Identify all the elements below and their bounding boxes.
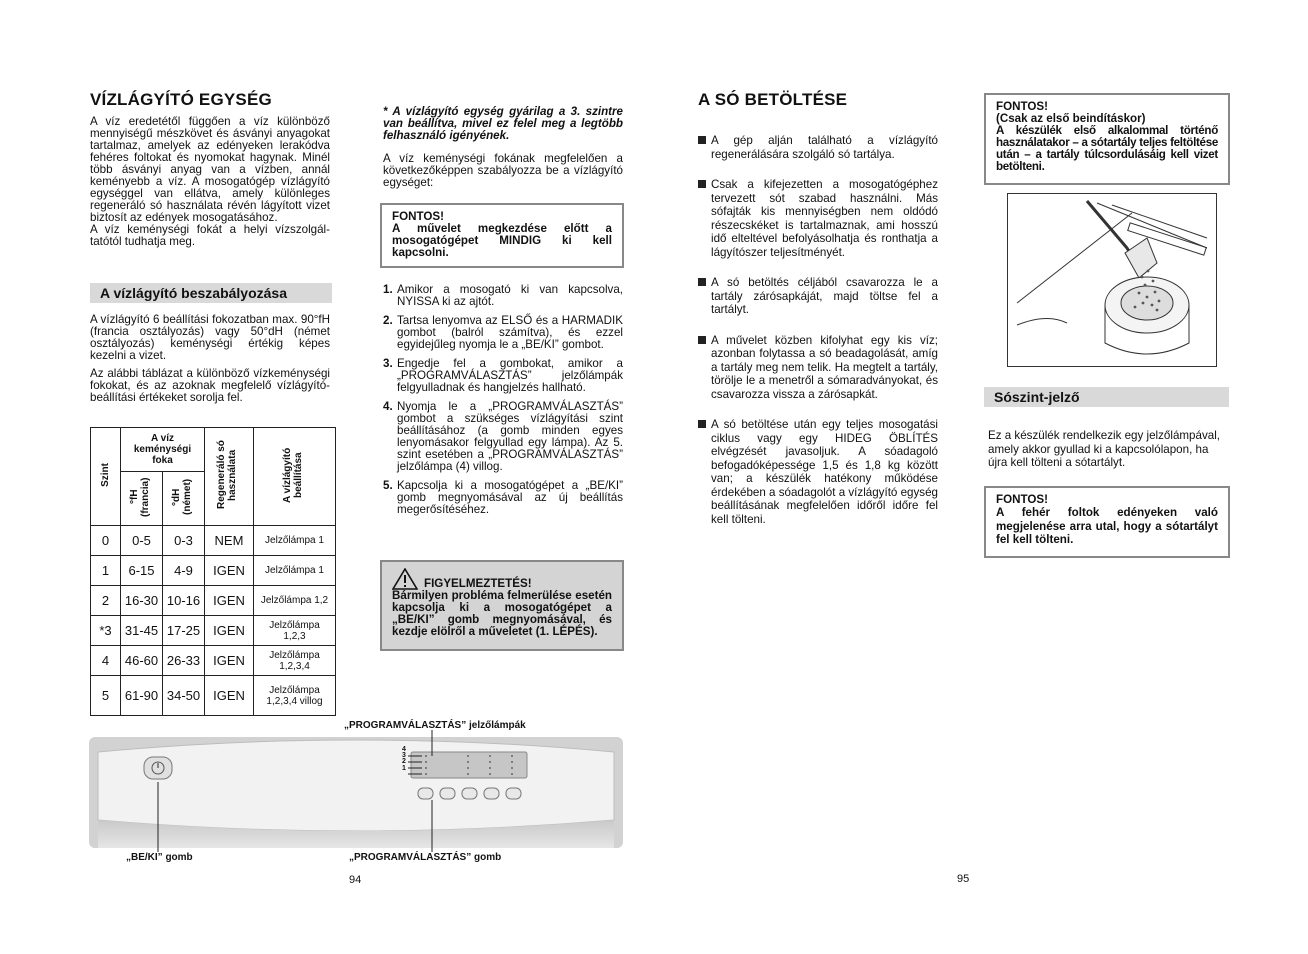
table-intro-paragraph: Az alábbi táblázat a különböző vízkeménységi fokokat, és az azoknak megfelelő vízlágyító-beállítási értékeket sorolja fel. xyxy=(90,367,330,404)
white-spots-important-box xyxy=(984,486,1230,558)
cell-salt: NEM xyxy=(205,526,254,556)
table-row xyxy=(91,676,336,716)
warning-triangle-icon xyxy=(392,568,418,590)
list-item: 4. Nyomja le a „PROGRAMVÁLASZTÁS” gombot a szükséges vízlágyítási szint beállításához (a gomb minden egyes lenyomásakor felgyullad egy lámpa). Az 5. szint esetében a „PROGRAMVÁLASZTÁS” jelzőlámpa (4) villog. xyxy=(383,400,623,473)
cell-level: 5 xyxy=(91,676,121,716)
salt-indicator-text: Ez a készülék rendelkezik egy jelzőlámpával, amely akkor gyullad ki a kapcsolólapon, ha újra kell tölteni a sótartályt. xyxy=(988,429,1220,469)
label-program-lamps: „PROGRAMVÁLASZTÁS” jelzőlámpák xyxy=(344,720,526,731)
settings-paragraph: A vízlágyító 6 beállítási fokozatban max. 90°fH (francia osztályozás) vagy 50°dH (német osztályozás) keménységi értékig képes kezelni a vizet. xyxy=(90,313,330,362)
softener-setting-text xyxy=(90,314,330,404)
cell-level: 1 xyxy=(91,556,121,586)
cell-setting: Jelzőlámpa 1,2 xyxy=(254,586,336,616)
salt-filling-illustration xyxy=(1007,193,1217,367)
cell-level: 4 xyxy=(91,646,121,676)
important-title: FONTOS! xyxy=(996,100,1048,113)
cell-setting: Jelzőlámpa 1,2,3 xyxy=(254,616,336,646)
control-panel-illustration xyxy=(88,730,624,858)
cell-setting: Jelzőlámpa 1,2,3,4 xyxy=(254,646,336,676)
table-row xyxy=(91,646,336,676)
cell-fh: 0-5 xyxy=(121,526,163,556)
adjust-intro-text: A víz keménységi fokának megfelelően a következőképpen szabályozza be a vízlágyító egységet: xyxy=(383,152,623,189)
important-text: A művelet megkezdése előtt a mosogatógépet MINDIG ki kell kapcsolni. xyxy=(392,222,612,259)
section-heading-salt-indicator: Sószint-jelző xyxy=(984,387,1229,407)
cell-level: *3 xyxy=(91,616,121,646)
list-item: 2. Tartsa lenyomva az ELSŐ és a HARMADIK gombot (balról számítva), és ezzel egyidejűleg nyomja le a „BE/KI” gombot. xyxy=(383,314,623,351)
warning-text: Bármilyen probléma felmerülése esetén kapcsolja ki a mosogatógépet a „BE/KI” gomb megnyomásával, és kezdje elölről a műveletet (1. LÉPÉS). xyxy=(392,589,612,638)
factory-setting-note: * A vízlágyító egység gyárilag a 3. szintre van beállítva, mivel ez felel meg a legtöbb felhasználó igényének. xyxy=(383,105,623,142)
page-number-left: 94 xyxy=(349,874,362,886)
salt-instructions-list xyxy=(698,134,938,526)
page-title-water-softener: VÍZLÁGYÍTÓ EGYSÉG xyxy=(90,90,272,109)
col-header-setting: A vízlágyító beállítása xyxy=(254,428,336,526)
list-item: 5. Kapcsolja ki a mosogatógépet a „BE/KI” gomb megnyomásával az új beállítás megerősítéséhez. xyxy=(383,479,623,516)
cell-level: 0 xyxy=(91,526,121,556)
cell-fh: 31-45 xyxy=(121,616,163,646)
list-item: 1. Amikor a mosogató ki van kapcsolva, NYISSA ki az ajtót. xyxy=(383,283,623,308)
intro-paragraph-2: A víz keménységi fokát a helyi vízszolgál-tatótól tudhatja meg. xyxy=(90,223,330,248)
page-title-salt-loading: A SÓ BETÖLTÉSE xyxy=(698,90,848,109)
label-onoff-button: „BE/KI” gomb xyxy=(126,852,193,863)
cell-level: 2 xyxy=(91,586,121,616)
important-title: FONTOS! xyxy=(392,210,444,223)
intro-text xyxy=(90,116,330,248)
intro-paragraph: A víz eredetétől függően a víz különböző mennyiségű mészkövet és ásványi anyagokat tartalmaz, amelyek az edényeken lerakódva fehéres foltokat és nyomokat hagynak. Minél több ásványi anyag van a vízben, annál keményebb a víz. A mosogatógép vízlágyító egységgel van ellátva, amely különleges regeneráló só használata révén lágyított vizet biztosít az edények mosogatásához. xyxy=(90,115,330,224)
cell-fh: 6-15 xyxy=(121,556,163,586)
warning-title: FIGYELMEZTETÉS! xyxy=(424,577,532,590)
cell-salt: IGEN xyxy=(205,616,254,646)
col-header-dh: °dH (német) xyxy=(163,472,205,526)
important-text: A készülék első alkalommal történő használatakor – a sótartály teljes feltöltése után – a tartály túlcsordulásáig kell vizet betölteni. xyxy=(996,124,1218,173)
cell-salt: IGEN xyxy=(205,586,254,616)
table-row xyxy=(91,616,336,646)
cell-salt: IGEN xyxy=(205,646,254,676)
col-header-level: Szint xyxy=(91,428,121,526)
lamp-number-labels: 4 3 2 1 xyxy=(402,746,406,772)
cell-salt: IGEN xyxy=(205,676,254,716)
cell-fh: 46-60 xyxy=(121,646,163,676)
warning-box xyxy=(380,560,624,651)
col-header-salt: Regeneráló só használata xyxy=(205,428,254,526)
cell-setting: Jelzőlámpa 1 xyxy=(254,556,336,586)
important-box xyxy=(380,203,624,268)
important-subtitle: (Csak az első beindításkor) xyxy=(996,112,1146,125)
col-header-fh: °fH (francia) xyxy=(121,472,163,526)
label-program-button: „PROGRAMVÁLASZTÁS” gomb xyxy=(349,852,502,863)
cell-dh: 0-3 xyxy=(163,526,205,556)
cell-dh: 26-33 xyxy=(163,646,205,676)
important-title: FONTOS! xyxy=(996,493,1048,506)
cell-fh: 16-30 xyxy=(121,586,163,616)
table-row xyxy=(91,556,336,586)
col-header-hardness: A víz keménységi foka xyxy=(121,428,205,472)
section-heading-softener-setting: A vízlágyító beszabályozása xyxy=(90,283,332,303)
list-item: A só betöltés céljából csavarozza le a tartály zárósapkáját, majd töltse fel a tartályt. xyxy=(698,276,938,317)
cell-setting: Jelzőlámpa 1 xyxy=(254,526,336,556)
list-item: A só betöltése után egy teljes mosogatási ciklus vagy egy HIDEG ÖBLÍTÉS elvégzését javasoljuk. A sóadagoló befogadóképessége 1,5 és 1,8 kg között van; a készülék hatékony működése érdekében a sóadagolót a vízlágyító egység beállításának megfelelően időről időre fel kell tölteni. xyxy=(698,418,938,526)
cell-dh: 17-25 xyxy=(163,616,205,646)
list-item: A gép alján található a vízlágyító regenerálására szolgáló só tartálya. xyxy=(698,134,938,161)
list-item: A művelet közben kifolyhat egy kis víz; azonban folytassa a só beadagolását, amíg a tartály meg nem telik. Ha megtelt a tartály, törölje le a menetről a sómaradványokat, és csavarozza vissza a zárósapkát. xyxy=(698,334,938,402)
first-start-important-box xyxy=(984,93,1230,185)
hardness-table xyxy=(90,427,336,716)
steps-list xyxy=(383,284,623,523)
list-item: 3. Engedje fel a gombokat, amikor a „PROGRAMVÁLASZTÁS” jelzőlámpák felgyulladnak és hangjelzés hallható. xyxy=(383,357,623,394)
table-row xyxy=(91,526,336,556)
cell-fh: 61-90 xyxy=(121,676,163,716)
important-text: A fehér foltok edényeken való megjelenése arra utal, hogy a sótartályt fel kell tölteni. xyxy=(996,506,1218,546)
table-row xyxy=(91,586,336,616)
cell-dh: 10-16 xyxy=(163,586,205,616)
cell-salt: IGEN xyxy=(205,556,254,586)
cell-dh: 4-9 xyxy=(163,556,205,586)
cell-setting: Jelzőlámpa 1,2,3,4 villog xyxy=(254,676,336,716)
cell-dh: 34-50 xyxy=(163,676,205,716)
page-number-right: 95 xyxy=(957,873,970,885)
list-item: Csak a kifejezetten a mosogatógéphez tervezett sót szabad használni. Más sófajták kis mennyiségben nem oldódó részecskéket is tartalmaznak, ami hosszú idő elteltével befolyásolhatja és ronthatja a lágyítószer teljesítményét. xyxy=(698,178,938,259)
